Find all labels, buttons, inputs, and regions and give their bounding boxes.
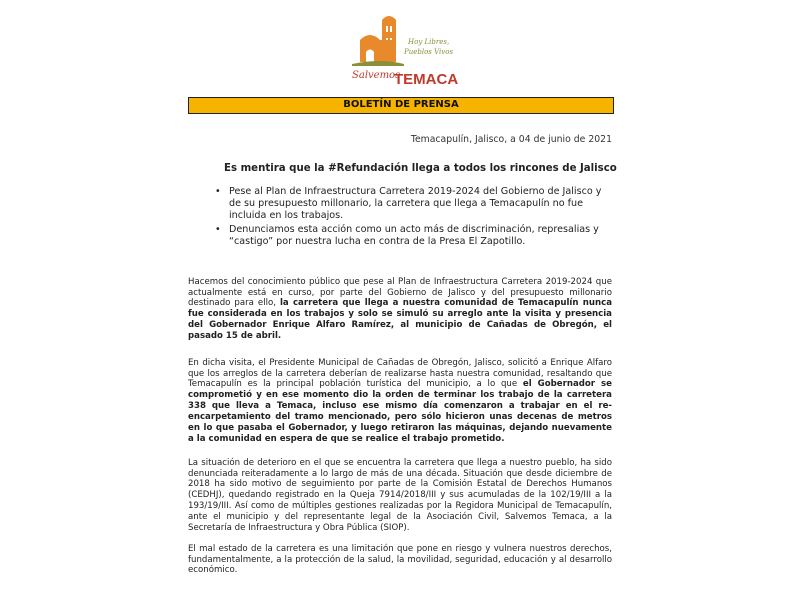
- paragraph-text: Hacemos del conocimiento público que pese al Plan de Infraestructura Carretera 2019-2024 que actualmente está en curso, por parte del Gobierno de Jalisco y del presupuesto millonario destinado para ello,: [188, 276, 612, 309]
- summary-bullets: [213, 186, 605, 249]
- paragraph-bold-text: el Gobernador se comprometió y en ese momento dio la orden de terminar los trabajo de la carretera 338 que lleva a Temaca, incluso ese mismo día comenzaron a trabajar en el re-encarpetamiento del tramo mencionado, pero sólo hicieron unas decenas de metros en lo que pasaba el Gobernador, y luego retiraron las máquinas, dejando nuevamente a la comunidad en espera de que se realice el trabajo prometido.: [188, 379, 612, 444]
- body-paragraph-2: [188, 358, 612, 445]
- church-illustration: [352, 16, 404, 66]
- headline: Es mentira que la #Refundación llega a todos los rincones de Jalisco: [224, 163, 617, 174]
- tagline-line-1: Hoy Libres,: [408, 38, 450, 46]
- paragraph-bold-text: la carretera que llega a nuestra comunidad de Temacapulín nunca fue considerada en los trabajos y solo se simuló su arreglo ante la visita y presencia del Gobernador Enrique Alfaro Ramírez, al municipio de Cañadas de Obregón, el pasado 15 de abril.: [188, 298, 612, 342]
- bullet-item: • Denunciamos esta acción como un acto más de discriminación, represalias y “castigo” por nuestra lucha en contra de la Presa El Zapotillo.: [213, 224, 605, 248]
- brand-script: Salvemos: [352, 70, 401, 81]
- tagline-line-2: Pueblos Vivos: [404, 48, 454, 56]
- date-line: Temacapulín, Jalisco, a 04 de junio de 2021: [410, 134, 612, 145]
- paragraph-text: En dicha visita, el Presidente Municipal de Cañadas de Obregón, Jalisco, solicitó a Enrique Alfaro que los arreglos de la carretera deberían de realizarse hasta nuestra comunidad, resaltando que Temacapulín es la principal población turística del municipio, a lo que: [188, 357, 612, 390]
- bullet-item: • Pese al Plan de Infraestructura Carretera 2019-2024 del Gobierno de Jalisco y de su presupuesto millonario, la carretera que llega a Temacapulín no fue incluida en los trabajos.: [213, 186, 605, 223]
- press-release-banner: BOLETÍN DE PRENSA: [188, 97, 614, 114]
- body-paragraph-3: La situación de deterioro en el que se encuentra la carretera que llega a nuestro pueblo, ha sido denunciada reiteradamente a lo largo de más de una década. Situación que desde diciembre de 2018 ha sido motivo de seguimiento por parte de la Comisión Estatal de Derechos Humanos (CEDHJ), quedando registrado en la Queja 7914/2018/III y sus acumuladas de la 102/19/III a la 193/19/III. Así como de múltiples gestiones realizadas por la Regidora Municipal de Temacapulín, ante el municipio y del representante legal de la Asociación Civil, Salvemos Temaca, a la Secretaría de Infraestructura y Obra Pública (SIOP).: [188, 457, 612, 534]
- brand-name: TEMACA: [394, 71, 458, 88]
- body-paragraph-1: [188, 277, 612, 342]
- body-paragraph-4: El mal estado de la carretera es una limitación que pone en riesgo y vulnera nuestros derechos, fundamentalmente, a la protección de la salud, la movilidad, seguridad, educación y al desarrollo económico.: [188, 543, 612, 576]
- salvemos-temaca-logo: [350, 14, 458, 94]
